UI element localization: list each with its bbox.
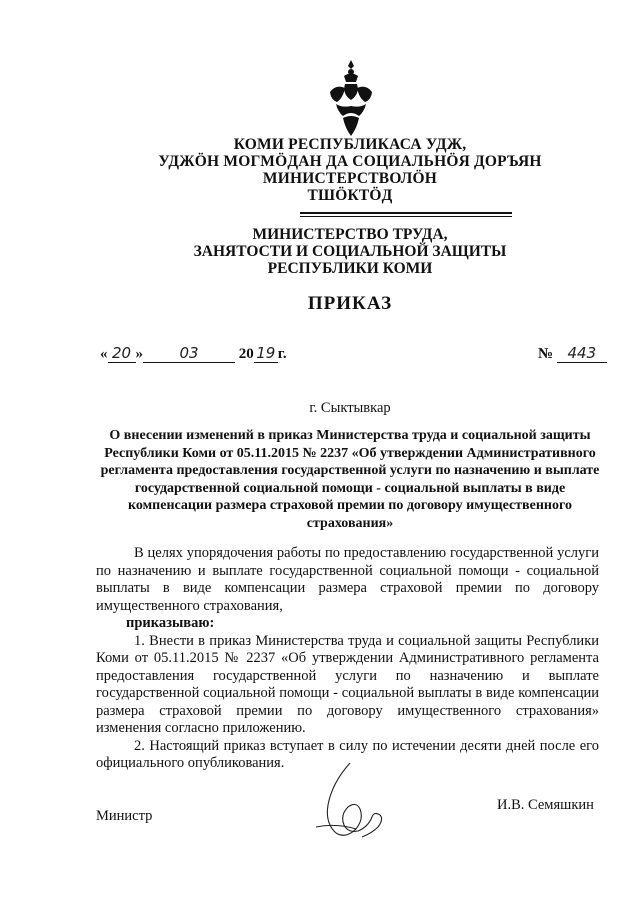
- order-item-2: 2. Настоящий приказ вступает в силу по истечении десяти дней после его официального опубликования.: [96, 737, 599, 771]
- komi-coat-of-arms-emblem: [326, 58, 376, 140]
- header-ru-line: РЕСПУБЛИКИ КОМИ: [267, 260, 433, 277]
- order-subject-heading: О внесении изменений в приказ Министерства труда и социальной защиты Республики Коми от 05.11.2015 № 2237 «Об утверждении Административного регламента предоставления государственной услуги по назначению и выплате государственной социальной помощи - социальной выплаты в виде компенсации размера страховой премии по договору имущественного страхования»: [100, 428, 600, 531]
- order-number-label: №: [538, 346, 554, 362]
- city-location: г. Сыктывкар: [309, 400, 391, 416]
- order-date: [100, 344, 287, 363]
- order-item-1: 1. Внести в приказ Министерства труда и социальной защиты Республики Коми от 05.11.2015 № 2237 «Об утверждении Административного регламента предоставления государственной услуги по назначению и выплате государственной социальной помощи - социальной выплаты в виде компенсации размера страховой премии по договору имущественного страхования» изменения согласно приложению.: [96, 632, 599, 736]
- date-day: 20: [108, 344, 136, 363]
- header-divider-thin: [300, 216, 512, 217]
- handwritten-signature: [300, 757, 390, 847]
- date-open-quote: «: [100, 346, 108, 362]
- order-number: [538, 344, 607, 363]
- signer-title: Министр: [96, 808, 153, 824]
- header-komi-language: [150, 136, 550, 204]
- header-ru-line: ЗАНЯТОСТИ И СОЦИАЛЬНОЙ ЗАЩИТЫ: [193, 243, 507, 260]
- order-body: [96, 545, 599, 773]
- header-ru-line: МИНИСТЕРСТВО ТРУДА,: [252, 226, 448, 243]
- order-number-value: 443: [557, 344, 607, 363]
- header-komi-line: МИНИСТЕРСТВОЛӦН: [262, 170, 438, 187]
- header-divider-thick: [300, 212, 512, 214]
- header-komi-line: ТШӦКТӦД: [307, 187, 393, 204]
- date-year-unit: г.: [277, 346, 287, 362]
- date-month: 03: [143, 344, 235, 363]
- signer-name: И.В. Семяшкин: [497, 797, 594, 813]
- date-year-prefix: 20: [238, 346, 254, 362]
- order-directive-word: приказываю:: [126, 615, 215, 631]
- document-type-title: ПРИКАЗ: [307, 293, 393, 314]
- date-close-quote: »: [135, 346, 143, 362]
- order-preamble: В целях упорядочения работы по предоставлению государственной услуги по назначению и выплате государственной социальной помощи - социальной выплаты в виде компенсации размера страховой премии по договору имущественного страхования,: [96, 545, 599, 614]
- date-year-suffix: 19: [254, 344, 278, 363]
- header-russian: [150, 226, 550, 277]
- header-komi-line: КОМИ РЕСПУБЛИКАСА УДЖ,: [233, 136, 467, 153]
- header-komi-line: УДЖӦН МОГМӦДАН ДА СОЦИАЛЬНӦЯ ДОРЪЯН: [158, 153, 542, 170]
